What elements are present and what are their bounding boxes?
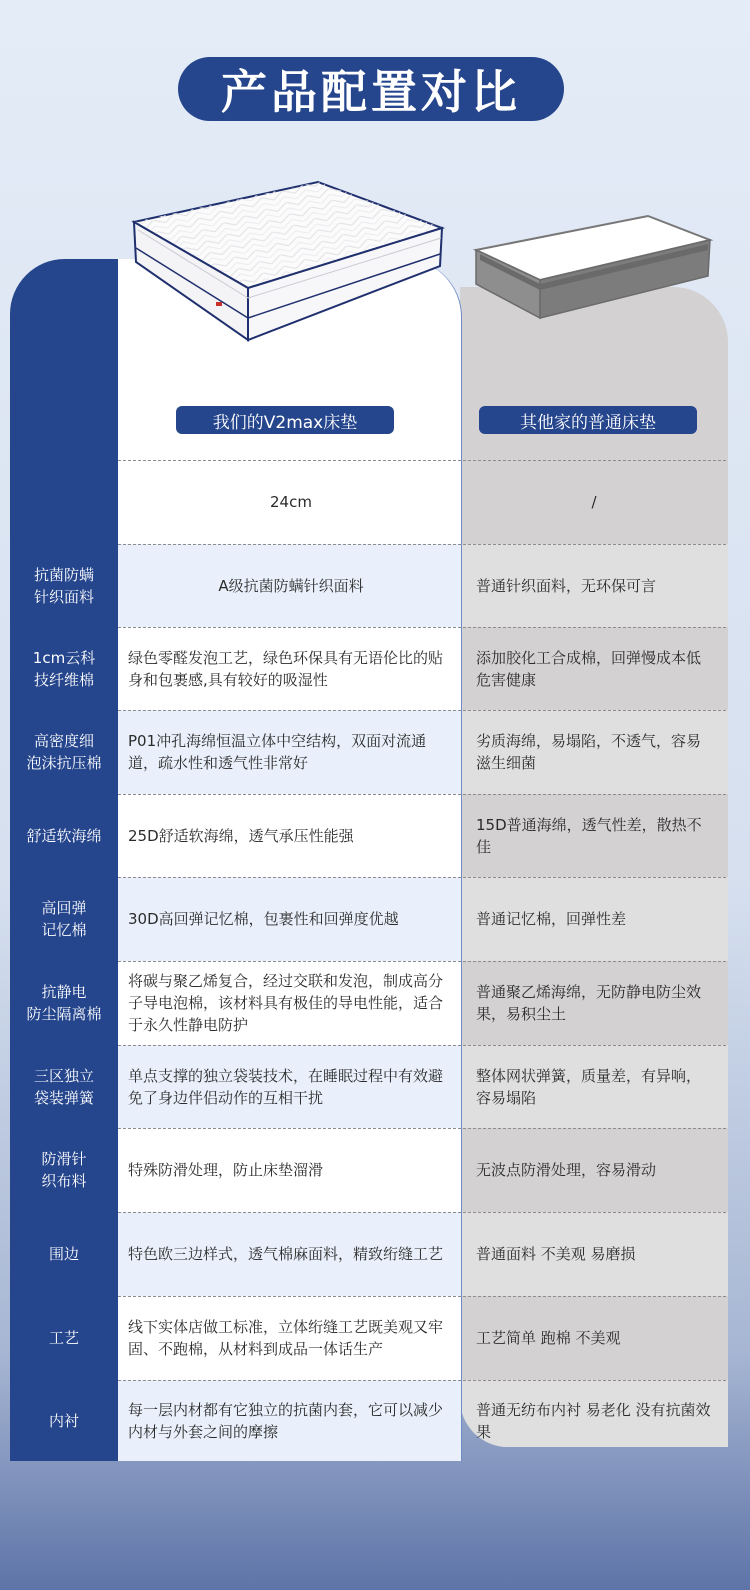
our-spec-cell: 25D舒适软海绵，透气承压性能强 — [128, 826, 354, 845]
our-spec-cell: 绿色零醛发泡工艺，绿色环保具有无语伦比的贴身和包裹感,具有较好的吸湿性 — [128, 648, 444, 689]
our-spec-cell: 每一层内材都有它独立的抗菌内套，它可以减少内材与外套之间的摩擦 — [128, 1400, 444, 1441]
white-quilted-mattress-image — [128, 178, 448, 348]
our-spec-cell: 线下实体店做工标准，立体绗缝工艺既美观又牢固、不跑棉，从材料到成品一体话生产 — [128, 1318, 444, 1358]
our-spec-cell: 24cm — [270, 493, 312, 511]
gray-plain-mattress-image — [470, 210, 715, 350]
our-spec-cell: 30D高回弹记忆棉，包裹性和回弹度优越 — [128, 910, 399, 928]
feature-label: 高密度细 泡沫抗压棉 — [26, 732, 102, 772]
others-spec-cell: 普通无纺布内衬 易老化 没有抗菌效果 — [476, 1400, 711, 1441]
our-spec-cell: 特殊防滑处理，防止床垫溜滑 — [128, 1161, 324, 1179]
our-spec-cell: 将碳与聚乙烯复合，经过交联和发泡，制成高分子导电泡棉，该材料具有极佳的导电性能，适合于永久性静电防护 — [128, 972, 444, 1034]
our-spec-cell: 特色欧三边样式，透气棉麻面料，精致绗缝工艺 — [128, 1245, 444, 1263]
others-spec-cell: 普通聚乙烯海绵，无防静电防尘效果，易积尘土 — [476, 983, 702, 1023]
feature-label: 高回弹 记忆棉 — [41, 899, 87, 939]
others-spec-cell: 普通记忆棉，回弹性差 — [476, 910, 627, 928]
our-spec-cell: A级抗菌防螨针织面料 — [218, 576, 364, 595]
others-spec-cell: 普通针织面料，无环保可言 — [476, 576, 657, 595]
our-mattress-header: 我们的V2max床垫 — [176, 406, 394, 434]
feature-label: 工艺 — [48, 1329, 79, 1347]
feature-label: 围边 — [48, 1245, 79, 1263]
feature-label — [10, 460, 118, 544]
others-spec-cell: 无波点防滑处理，容易滑动 — [476, 1161, 657, 1179]
our-spec-cell: 单点支撑的独立袋装技术，在睡眠过程中有效避免了身边伴侣动作的互相干扰 — [128, 1066, 444, 1107]
feature-label: 防滑针 织布料 — [41, 1150, 87, 1190]
feature-label: 抗静电 防尘隔离棉 — [26, 983, 102, 1023]
page-title: 产品配置对比 — [178, 57, 564, 121]
others-spec-cell: 整体网状弹簧，质量差，有异响，容易塌陷 — [476, 1066, 702, 1107]
others-spec-cell: 普通面料 不美观 易磨损 — [476, 1245, 636, 1263]
others-spec-cell: 添加胶化工合成棉，回弹慢成本低 危害健康 — [476, 648, 702, 689]
others-spec-cell: 劣质海绵，易塌陷，不透气，容易滋生细菌 — [476, 732, 702, 772]
others-spec-cell: 15D普通海绵，透气性差，散热不佳 — [476, 815, 702, 856]
others-mattress-header: 其他家的普通床垫 — [479, 406, 697, 434]
feature-label: 内衬 — [48, 1411, 79, 1430]
feature-label: 舒适软海绵 — [26, 826, 102, 845]
feature-label: 1cm云科 技纤维棉 — [32, 648, 96, 689]
feature-label: 抗菌防螨 针织面料 — [33, 565, 94, 606]
others-spec-cell: / — [591, 493, 597, 511]
our-spec-cell: P01冲孔海绵恒温立体中空结构，双面对流通道，疏水性和透气性非常好 — [128, 732, 427, 772]
others-spec-cell: 工艺简单 跑棉 不美观 — [476, 1329, 621, 1347]
feature-label: 三区独立 袋装弹簧 — [33, 1066, 94, 1107]
